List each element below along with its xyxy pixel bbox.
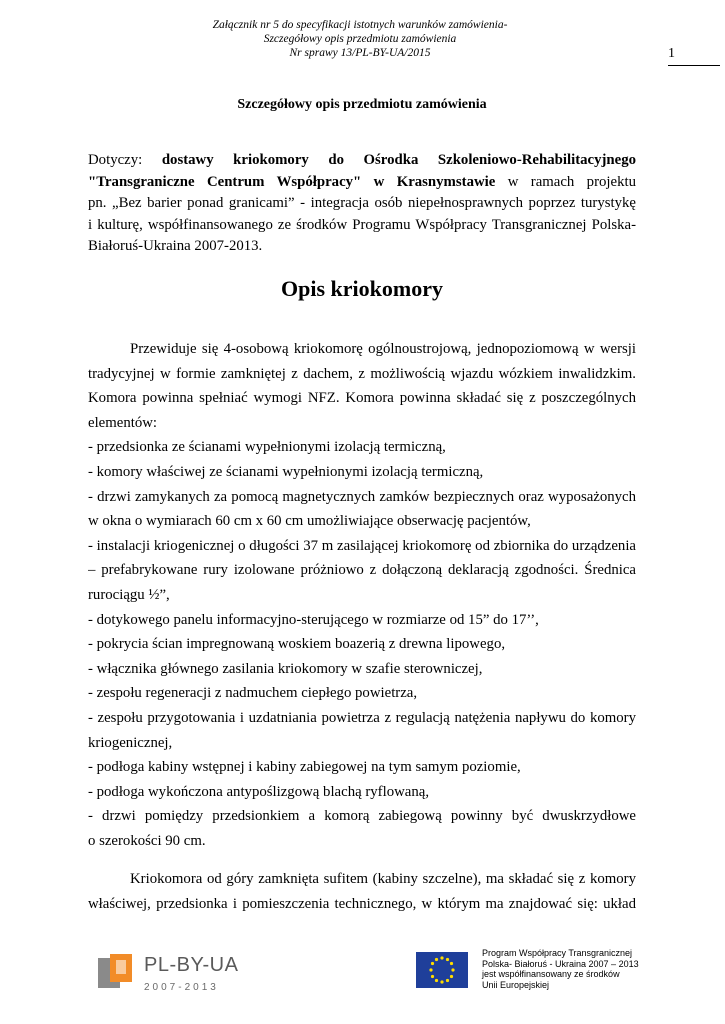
- paragraph-gap: [88, 853, 636, 867]
- list-item: - instalacji kriogenicznej o długości 37 m zasilającej kriokomorę od zbiornika do urządzenia: [88, 537, 636, 554]
- document-title: Szczegółowy opis przedmiotu zamówienia: [237, 97, 487, 112]
- header-line-2: Szczegółowy opis przedmiotu zamówienia: [263, 33, 457, 45]
- list-item: - przedsionka ze ścianami wypełnionymi izolacją termiczną,: [88, 439, 446, 456]
- text-line: rurociągu ½”,: [88, 586, 170, 603]
- text-line: Kriokomora od góry zamknięta sufitem (kabiny szczelne), ma składać się z komory: [130, 871, 636, 888]
- dotyczy-label: Dotyczy:: [88, 152, 143, 168]
- eu-text-line: Program Współpracy Transgranicznej: [482, 948, 633, 958]
- list-item: - zespołu przygotowania i uzdatniania powietrza z regulacją natężenia napływu do komory: [88, 709, 636, 726]
- text-line: w okna o wymiarach 60 cm x 60 cm umożliwiające obserwację pacjentów,: [88, 513, 531, 530]
- text-line: tradycyjnej w formie zamkniętej z dachem, z możliwością wjazdu wózkiem inwalidzkim.: [88, 365, 636, 382]
- eu-text-line: jest współfinansowany ze środków: [482, 969, 620, 979]
- dotyczy-rest-1: w ramach projektu: [495, 173, 636, 190]
- dotyczy-line-3: pn. „Bez barier ponad granicami” - integracja osób niepełnosprawnych poprzez turystykę: [88, 195, 636, 211]
- list-item: - komory właściwej ze ścianami wypełnionymi izolacją termiczną,: [88, 463, 484, 480]
- body-text: [88, 337, 636, 917]
- dotyczy-paragraph: [88, 150, 636, 258]
- list-item: - zespołu regeneracji z nadmuchem ciepłego powietrza,: [88, 685, 418, 702]
- dotyczy-line-1: [88, 150, 636, 172]
- list-item: - dotykowego panelu informacyjno-sterującego w rozmiarze od 15” do 17’’,: [88, 611, 539, 628]
- eu-flag-icon: [416, 952, 468, 988]
- dotyczy-line-5: Białoruś-Ukraina 2007-2013.: [88, 238, 263, 254]
- eu-text-line: Polska- Białoruś - Ukraina 2007 – 2013: [482, 958, 639, 969]
- dotyczy-bold-1: dostawy kriokomory do Ośrodka Szkoleniowo-Rehabilitacyjnego: [161, 152, 637, 168]
- text-line: właściwej, przedsionka i pomieszczenia technicznego, w którym ma znajdować się: układ: [88, 896, 636, 913]
- logo-text: PL-BY-UA: [144, 954, 239, 976]
- header-line-3: Nr sprawy 13/PL-BY-UA/2015: [289, 47, 431, 59]
- text-line: Komora powinna spełniać wymogi NFZ. Komora powinna składać się z poszczególnych: [88, 390, 636, 407]
- text-line: elementów:: [88, 414, 158, 431]
- page-number: 1: [668, 46, 720, 66]
- eu-text-line: Unii Europejskiej: [482, 979, 550, 990]
- list-item: - podłoga kabiny wstępnej i kabiny zabiegowej na tym samym poziomie,: [88, 759, 521, 776]
- list-item: - włącznika głównego zasilania kriokomory w szafie sterowniczej,: [88, 660, 483, 677]
- header-line-1: Załącznik nr 5 do specyfikacji istotnych warunków zamówienia-: [212, 19, 508, 31]
- text-line: Przewiduje się 4-osobową kriokomorę ogólnoustrojową, jednopoziomową w wersji: [130, 341, 636, 357]
- text-line: o szerokości 90 cm.: [88, 832, 206, 849]
- section-title: Opis kriokomory: [281, 276, 443, 301]
- dotyczy-bold-2: "Transgraniczne Centrum Współpracy" w Krasnymstawie: [88, 173, 496, 190]
- document-header: [120, 18, 600, 60]
- list-item: - pokrycia ścian impregnowaną woskiem boazerią z drewna lipowego,: [88, 636, 506, 653]
- eu-funding-text: [482, 948, 682, 990]
- text-line: – prefabrykowane rury izolowane próżniowo z dołączoną deklaracją zgodności. Średnica: [88, 562, 636, 579]
- dotyczy-line-4: i kulturę, współfinansowanego ze środków Programu Współpracy Transgranicznej Polska-: [88, 216, 636, 233]
- dotyczy-line-2: [88, 172, 636, 194]
- list-item: - drzwi zamykanych za pomocą magnetycznych zamków bezpiecznych oraz wyposażonych: [88, 488, 636, 505]
- list-item: - podłoga wykończona antypoślizgową blachą ryflowaną,: [88, 783, 430, 800]
- logo-years: 2007-2013: [144, 982, 219, 993]
- page-footer: [0, 944, 725, 1024]
- pl-by-ua-logo-icon: [96, 952, 136, 992]
- text-line: kriogenicznej,: [88, 734, 173, 751]
- pl-by-ua-logo: [96, 952, 256, 1000]
- list-item: - drzwi pomiędzy przedsionkiem a komorą zabiegową powinny być dwuskrzydłowe: [88, 808, 636, 825]
